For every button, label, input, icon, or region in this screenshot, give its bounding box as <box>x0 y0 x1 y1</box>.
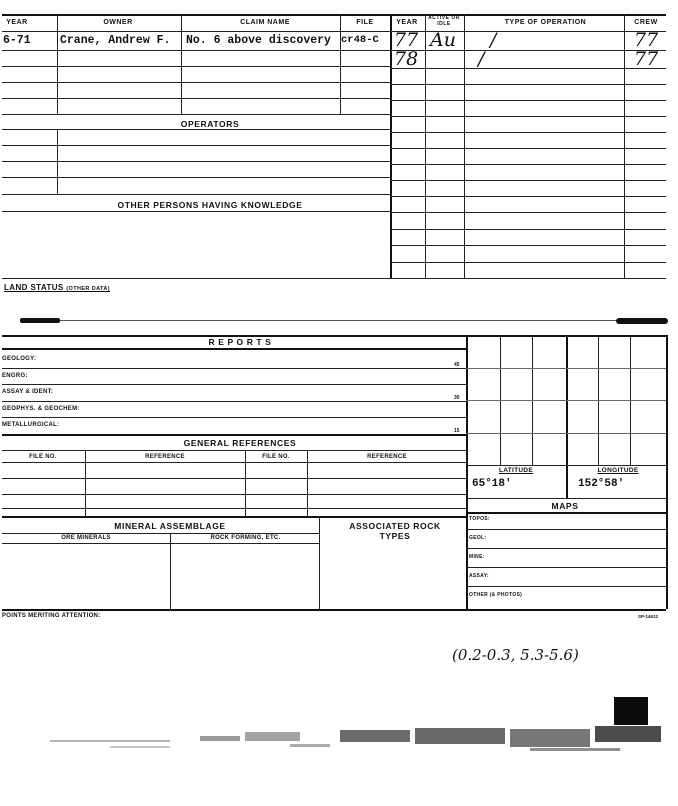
ops-type-1: / <box>490 29 497 51</box>
reports-assay-label: ASSAY & IDENT: <box>2 389 54 395</box>
longitude-label: LONGITUDE <box>597 467 639 474</box>
reports-assay-num: 30 <box>454 395 460 401</box>
maps-other: OTHER (& PHOTOS) <box>469 592 523 598</box>
ops-header-type: TYPE OF OPERATION <box>504 19 587 26</box>
land-status-label: LAND STATUS <box>4 283 64 292</box>
section-maps: MAPS <box>551 501 579 511</box>
col-header-year: YEAR <box>6 19 28 26</box>
section-reports: R E P O R T S <box>208 337 272 347</box>
ref-header-file-no-2: FILE NO. <box>262 454 290 460</box>
reports-geology-num: 45 <box>454 362 460 368</box>
col-header-owner: OWNER <box>103 19 133 26</box>
ref-header-file-no-1: FILE NO. <box>29 454 57 460</box>
section-other-persons: OTHER PERSONS HAVING KNOWLEDGE <box>117 200 303 210</box>
longitude-value: 152°58' <box>578 478 625 490</box>
latitude-label: LATITUDE <box>498 467 534 474</box>
scan-artifact-block <box>614 697 648 725</box>
section-operators: OPERATORS <box>180 119 240 129</box>
col-header-claim-name: CLAIM NAME <box>240 19 290 26</box>
mineral-header-ore: ORE MINERALS <box>61 535 111 541</box>
reports-geophys-label: GEOPHYS. & GEOCHEM: <box>2 406 80 412</box>
ops-crew-2: 77 <box>634 48 659 70</box>
section-land-status <box>4 283 110 292</box>
maps-assay: ASSAY: <box>469 573 489 579</box>
mineral-header-rock-forming: ROCK FORMING, ETC. <box>210 535 281 541</box>
ops-active-1: Au <box>430 29 456 51</box>
section-general-references: GENERAL REFERENCES <box>183 438 297 448</box>
reports-metallurgical-label: METALLURGICAL: <box>2 422 60 428</box>
ref-header-reference-1: REFERENCE <box>145 454 185 460</box>
reports-engrg-label: ENGRG: <box>2 373 28 379</box>
ops-year-1: 77 <box>394 29 419 51</box>
ops-year-2: 78 <box>394 48 419 70</box>
maps-mine: MINE: <box>469 554 485 560</box>
handwritten-note: (0.2-0.3, 5.3-5.6) <box>452 646 579 664</box>
col-header-file: FILE <box>356 19 374 26</box>
claim-name: No. 6 above discovery <box>186 34 331 47</box>
ref-header-reference-2: REFERENCE <box>367 454 407 460</box>
ops-header-crew: CREW <box>634 19 658 26</box>
claim-owner: Crane, Andrew F. <box>60 34 171 47</box>
maps-geol: GEOL: <box>469 535 487 541</box>
maps-topos: TOPOS: <box>469 516 490 522</box>
latitude-value: 65°18' <box>472 478 512 490</box>
ops-header-year: YEAR <box>396 19 418 26</box>
reports-geology-label: GEOLOGY: <box>2 356 37 362</box>
claim-file: cr48-C <box>341 34 379 46</box>
scan-noise-strip <box>30 726 666 754</box>
ops-crew-1: 77 <box>634 29 659 51</box>
claim-year: 6-71 <box>3 34 31 47</box>
land-status-sub: (OTHER DATA) <box>66 286 110 292</box>
form-number: SP-14612 <box>638 614 659 619</box>
ops-type-2: / <box>478 48 485 70</box>
ops-header-active-idle: ACTIVE OR IDLE <box>428 15 460 27</box>
section-mineral-assemblage: MINERAL ASSEMBLAGE <box>114 521 226 531</box>
reports-metallurgical-num: 15 <box>454 428 460 434</box>
section-associated-rock-types: ASSOCIATED ROCK TYPES <box>349 521 441 541</box>
points-meriting-attention: POINTS MERITING ATTENTION: <box>2 613 101 619</box>
